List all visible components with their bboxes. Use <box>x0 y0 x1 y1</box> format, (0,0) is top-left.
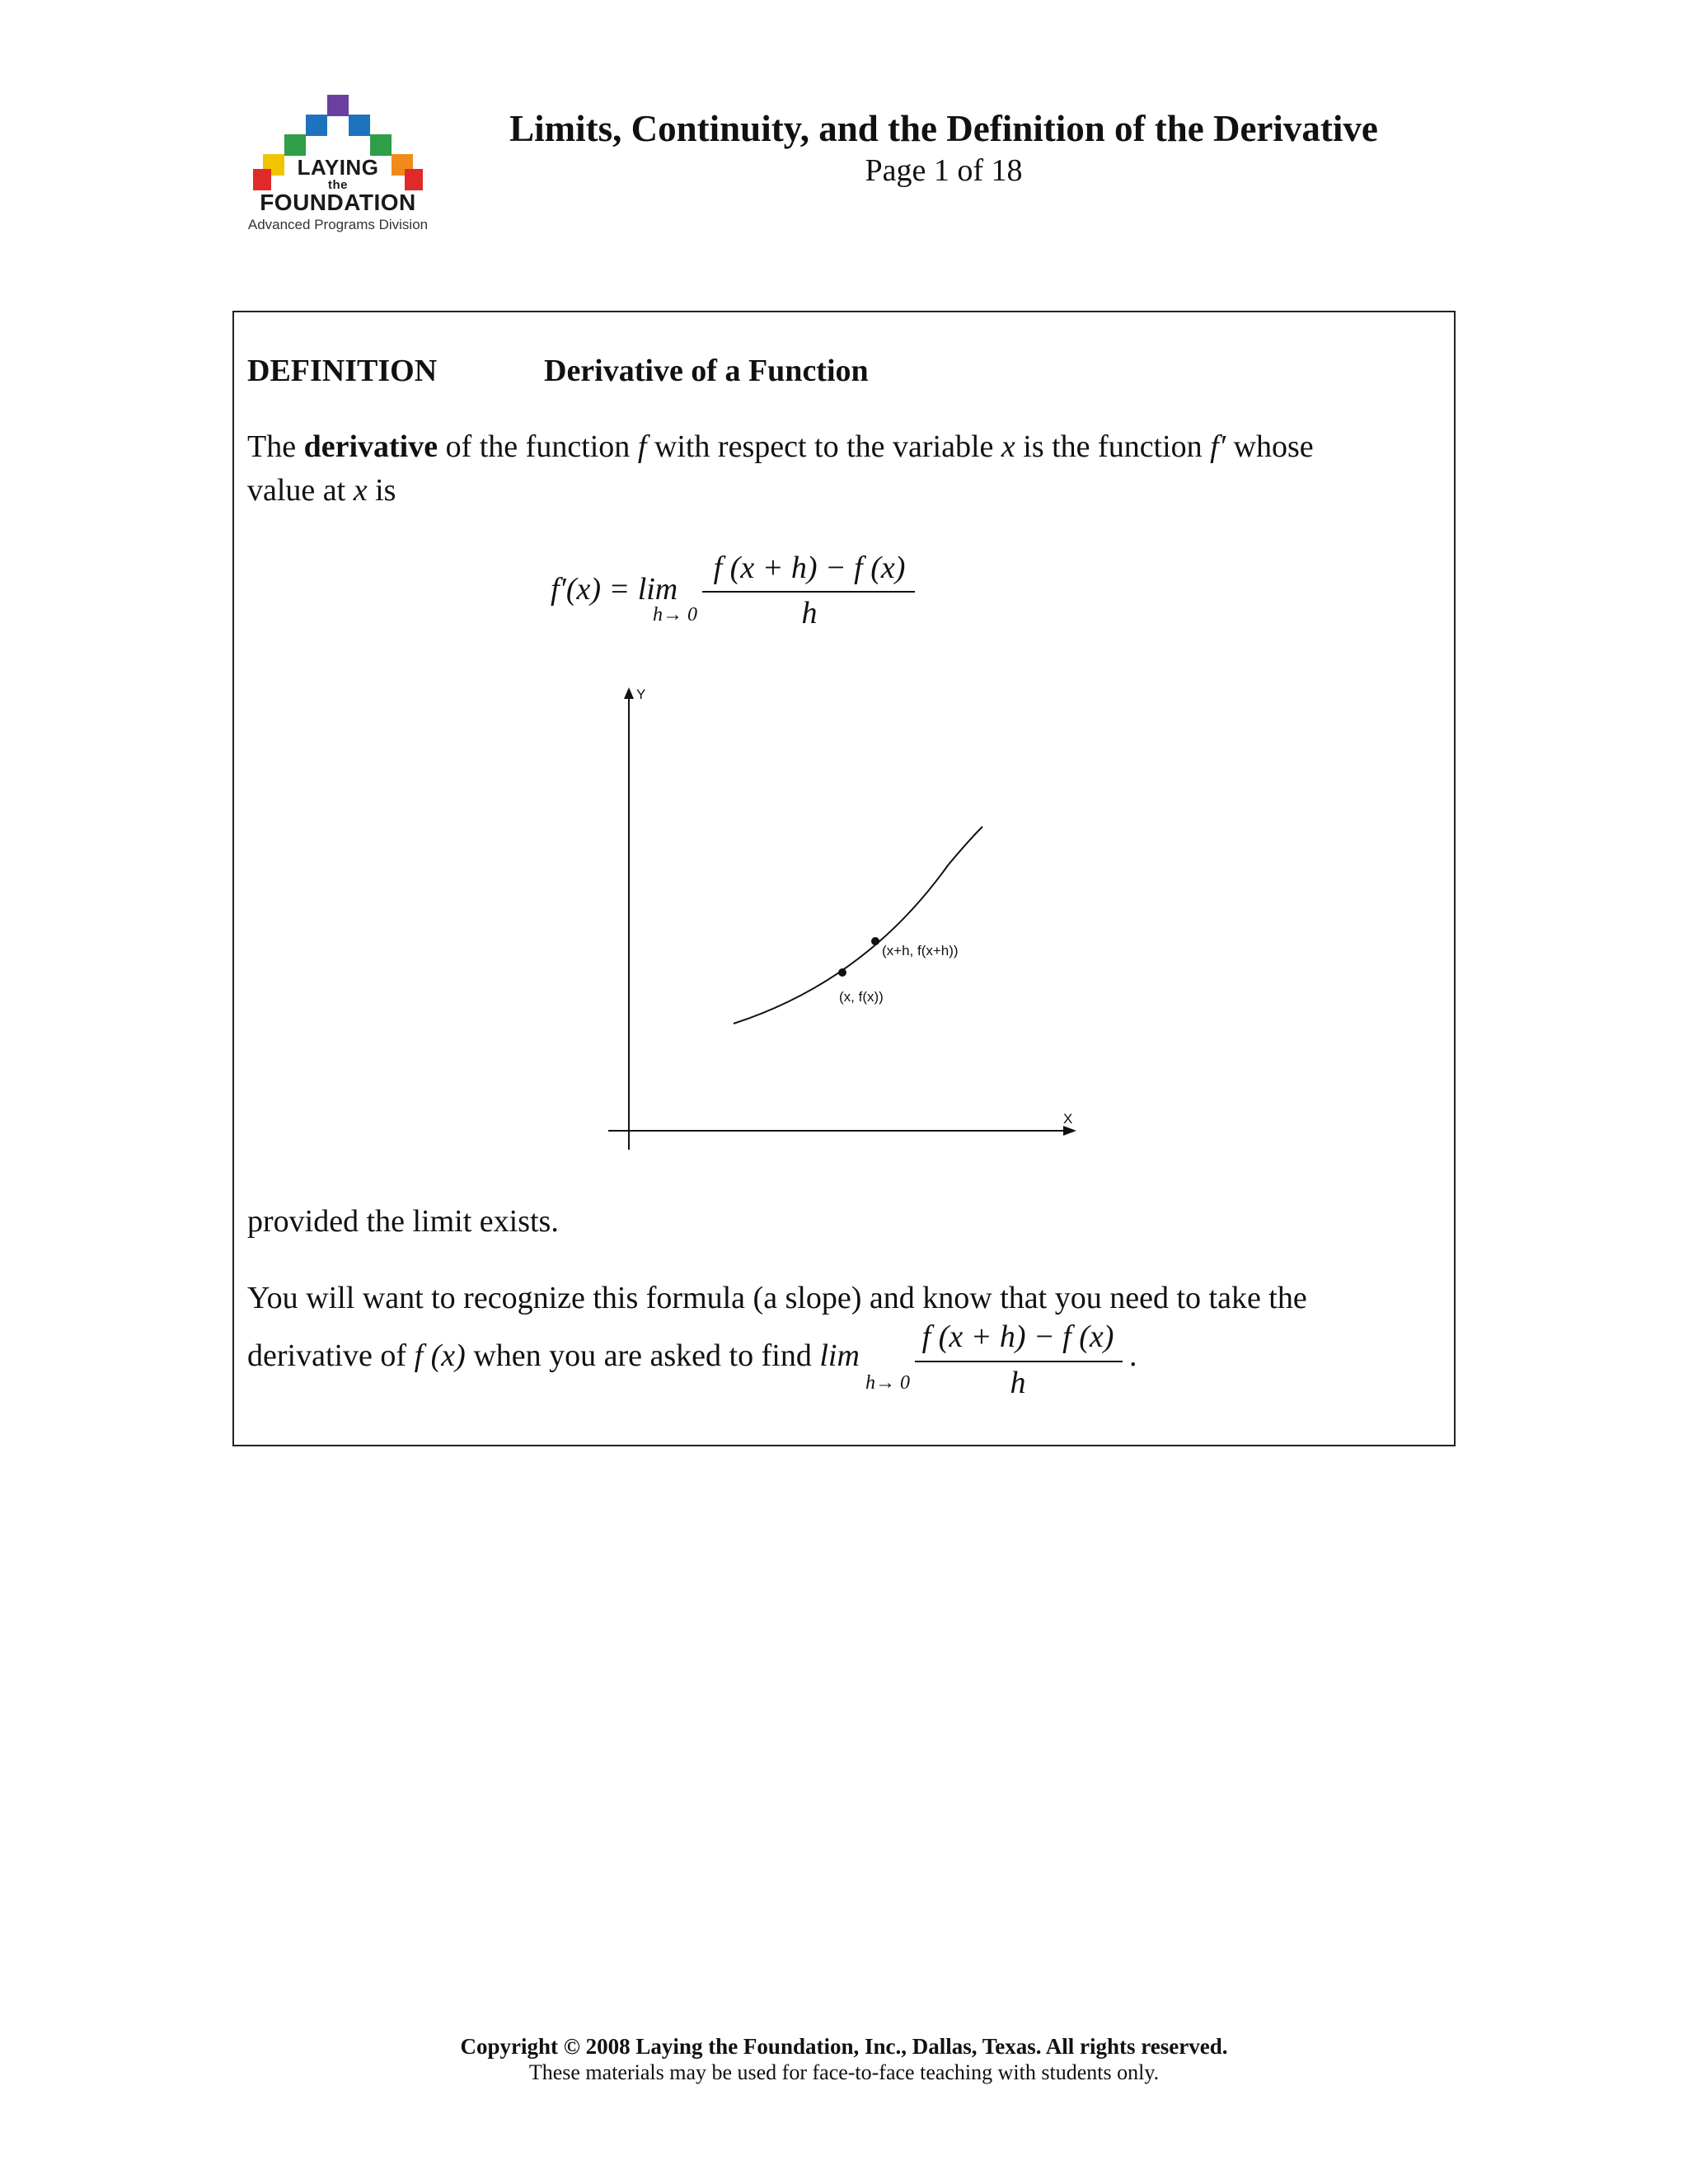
note-fraction-bar <box>915 1361 1123 1362</box>
usage-note: These materials may be used for face-to-face teaching with students only. <box>528 2060 1160 2084</box>
definition-label: DEFINITION <box>247 354 438 388</box>
text-span: value at <box>247 473 354 508</box>
organization-logo <box>243 95 433 239</box>
logo-tagline: Advanced Programs Division <box>247 217 429 232</box>
definition-paragraph-line1 <box>247 429 1314 465</box>
text-span: when you are asked to find <box>465 1338 820 1373</box>
logo-block <box>253 169 271 190</box>
x-axis-label: X <box>1063 1111 1073 1127</box>
text-span: is <box>367 473 396 508</box>
definition-heading: Derivative of a Function <box>544 354 869 388</box>
point-x <box>838 968 846 977</box>
text-span: is the function <box>1015 429 1211 464</box>
y-axis-label: Y <box>636 687 646 702</box>
math-f: f <box>637 429 647 464</box>
note-numerator: f (x + h) − f (x) <box>921 1319 1114 1354</box>
x-axis-arrow <box>1063 1126 1076 1136</box>
math-f-prime: f′ <box>1210 429 1226 464</box>
formula-fraction-bar <box>702 591 915 593</box>
math-x: x <box>1001 429 1015 464</box>
note-period: . <box>1129 1338 1137 1373</box>
note-denominator: h <box>1010 1366 1026 1400</box>
text-span: with respect to the variable <box>646 429 1001 464</box>
note-limit-subscript: h→ 0 <box>865 1372 910 1394</box>
formula-numerator: f (x + h) − f (x) <box>713 551 906 585</box>
logo-block <box>349 115 370 136</box>
text-span: whose <box>1226 429 1314 464</box>
y-axis-arrow <box>624 687 634 699</box>
formula-denominator: h <box>801 596 818 630</box>
math-fx: f (x) <box>414 1338 466 1373</box>
derivative-diagram <box>602 684 1080 1154</box>
logo-block <box>370 134 392 156</box>
math-x: x <box>353 473 368 508</box>
page-indicator: Page 1 of 18 <box>865 153 1023 188</box>
point-label-x-plus-h: (x+h, f(x+h)) <box>882 943 959 958</box>
logo-block <box>306 115 327 136</box>
math-lim: lim <box>819 1338 860 1373</box>
logo-word-the: the <box>328 178 348 192</box>
logo-block <box>405 169 423 190</box>
note-line1: You will want to recognize this formula (a slope) and know that you need to take the <box>247 1281 1307 1315</box>
text-span: The <box>247 429 304 464</box>
logo-block <box>284 134 306 156</box>
copyright-notice: Copyright © 2008 Laying the Foundation, Inc., Dallas, Texas. All rights reserved. <box>460 2034 1228 2059</box>
provided-text: provided the limit exists. <box>247 1204 559 1239</box>
note-line2 <box>247 1338 860 1374</box>
point-x-plus-h <box>871 937 879 945</box>
text-span: derivative of <box>247 1338 415 1373</box>
logo-word-foundation: FOUNDATION <box>260 190 416 215</box>
formula-limit-subscript: h→ 0 <box>653 604 697 626</box>
formula-lhs: f′(x) = lim <box>551 572 678 607</box>
point-label-x: (x, f(x)) <box>839 989 884 1005</box>
logo-block <box>327 95 349 116</box>
term-derivative: derivative <box>303 429 438 464</box>
logo-word-laying: LAYING <box>284 156 392 179</box>
document-title: Limits, Continuity, and the Definition of the Derivative <box>509 108 1378 149</box>
text-span: of the function <box>438 429 638 464</box>
definition-paragraph-line2 <box>247 472 396 509</box>
